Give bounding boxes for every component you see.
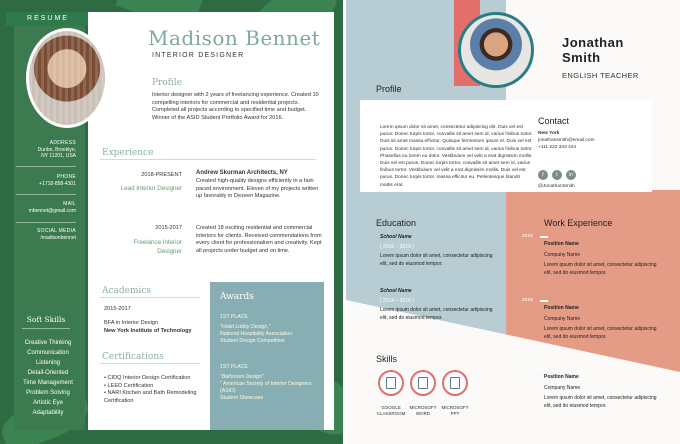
education-item-2 xyxy=(380,288,500,322)
award-title: "Hotel Lobby Design," xyxy=(220,324,271,330)
candidate-role: ENGLISH TEACHER xyxy=(562,71,639,80)
award-competition: Student Showcase xyxy=(220,395,264,401)
skill-label: GOOGLE CLASSROOM xyxy=(376,405,406,416)
academics-dates: 2015-2017 xyxy=(104,306,131,312)
social-value: /madisonbennet xyxy=(40,234,76,241)
award-1 xyxy=(220,314,318,345)
candidate-name: Madison Bennet xyxy=(148,26,321,50)
profile-photo xyxy=(26,28,108,128)
social-label: SOCIAL MEDIA xyxy=(37,228,76,234)
divider xyxy=(540,300,548,302)
certification-text: LEED Certification xyxy=(107,382,154,389)
address-line-1: Dunbo, Brooklyn, xyxy=(37,146,76,153)
divider xyxy=(16,166,76,167)
certification-item: • NARI Kitchen and Bath Remodeling Certification xyxy=(104,390,197,404)
school-desc: Lorem ipsum dolor sit amet, consectetur adipiscing elit, sed do eiusmod tempor. xyxy=(380,307,493,321)
soft-skills-list xyxy=(12,338,84,418)
address-block xyxy=(16,140,76,160)
academics-degree: BFA in Interior Design xyxy=(104,320,159,326)
school-years: ( 2016 – 2019 ) xyxy=(380,243,414,250)
school-name: School Name xyxy=(380,234,412,240)
soft-skill: Detail-Oriented xyxy=(27,370,69,376)
awards-panel xyxy=(210,282,324,430)
work-desc: Lorem ipsum dolor sit amet, consectetur adipiscing elit, sed do eiusmod tempor. xyxy=(544,395,657,409)
position-name: Position Name xyxy=(544,241,579,247)
contact-handle: @JonathanSmith xyxy=(538,184,575,189)
profile-text: Interior designer with 2 years of freelancing experience. Created 10 compelling interiors for commercial and residential projects. Completed all projects according to specified time and budget. Winner of the ASID Student Portfolio Award for 2016. xyxy=(152,92,319,121)
mail-label: MAIL xyxy=(63,201,76,207)
award-2 xyxy=(220,364,318,402)
work-desc: Lorem ipsum dolor sit amet, consectetur adipiscing elit, sed do eiusmod tempor. xyxy=(544,326,657,340)
resume-tag: RESUME xyxy=(6,12,90,26)
linkedin-icon[interactable]: in xyxy=(566,170,576,180)
mail-value: mbennet@gmail.com xyxy=(28,207,76,214)
word-icon xyxy=(410,370,436,396)
soft-skill: Listening xyxy=(35,360,61,366)
candidate-role: INTERIOR DESIGNER xyxy=(152,52,245,59)
profile-photo xyxy=(458,12,534,88)
work-item-2 xyxy=(544,305,664,341)
contact-block xyxy=(538,130,648,151)
soft-skill: Communication xyxy=(27,350,69,356)
exp-2-desc: Created 18 exciting residential and commercial interiors for clients. Received commendations from every client for professionalism and creativity. Kept all projects under budget and on time. xyxy=(196,225,322,254)
profile-text: Lorem ipsum dolor sit amet, consectetur adipiscing elit. Duis vel est purus. Donec turpis tortor, convallis sit amet sem id, varius finibus tortor. Duis sit amet massa efficitur. Quisque fermentum ipsum et. Duis vel est purus. Donec turpis tortor, convallis sit amet sem id, varius finibus tortor. Phasellus eu lorem eu dolor. Vestibulum vel velit a erat dignissim mollis. Duis vel est purus. Donec turpis tortor, convallis sit amet sem id, varius finibus tortor. Vestibulum vel velit a erat dignissim mollis. Duis vel est purus. Donec turpis tortor. massa efficitur eu. Pellentesque blandit mattis erat. xyxy=(380,125,533,188)
mail-block xyxy=(16,201,76,214)
divider xyxy=(16,222,76,223)
contact-title: Contact xyxy=(538,116,570,126)
company-name: Company Name xyxy=(544,315,581,322)
school-name: School Name xyxy=(380,288,412,294)
academics-title: Academics xyxy=(102,286,152,296)
divider xyxy=(100,363,200,364)
award-place: 1ST PLACE xyxy=(220,364,248,370)
award-org: " American Society of Interior Designers (ASID) xyxy=(220,381,312,394)
certification-text: NARI Kitchen and Bath Remodeling Certification xyxy=(104,390,197,404)
powerpoint-icon xyxy=(442,370,468,396)
contact-city: New York xyxy=(538,131,560,136)
google-classroom-icon xyxy=(378,370,404,396)
work-year: 2014 xyxy=(522,366,533,371)
award-place: 1ST PLACE xyxy=(220,314,248,320)
education-item-1 xyxy=(380,234,500,268)
soft-skill: Creative Thinking xyxy=(24,340,72,346)
exp-2-dates: 2015-2017 xyxy=(155,225,182,231)
certification-text: CIDQ Interior Design Certification xyxy=(107,375,191,381)
divider xyxy=(100,297,200,298)
school-desc: Lorem ipsum dolor sit amet, consectetur adipiscing elit, sed do eiusmod tempor. xyxy=(380,253,493,267)
soft-skill: Adaptability xyxy=(32,410,64,416)
profile-title: Profile xyxy=(376,84,402,94)
divider xyxy=(16,194,76,195)
last-name: Smith xyxy=(562,50,601,65)
exp-1-dates: 2018-PRESENT xyxy=(141,172,182,178)
work-year: 2019 xyxy=(522,234,533,239)
contact-phone: +111 222 333 444 xyxy=(538,145,577,150)
phone-label: PHONE xyxy=(56,174,76,180)
awards-title: Awards xyxy=(220,292,254,302)
work-desc: Lorem ipsum dolor sit amet, consectetur adipiscing elit, sed do eiusmod tempor. xyxy=(544,262,657,276)
certification-item: • CIDQ Interior Design Certification xyxy=(104,375,191,381)
social-block xyxy=(16,228,76,241)
first-name: Jonathan xyxy=(562,35,624,50)
candidate-name xyxy=(562,35,624,65)
skill-label: MICROSOFT PPT xyxy=(441,405,469,416)
exp-1-company: Andrew Skurman Architects, NY xyxy=(196,170,288,176)
phone-block xyxy=(16,174,76,187)
phone-value: +1718-858-4301 xyxy=(39,180,76,187)
position-name: Position Name xyxy=(544,305,579,311)
work-item-3 xyxy=(544,374,664,410)
soft-skill: Artistic Eye xyxy=(32,400,63,406)
soft-skills-title: Soft Skills xyxy=(26,315,66,324)
experience-title: Experience xyxy=(102,148,154,158)
company-name: Company Name xyxy=(544,384,581,391)
twitter-icon[interactable]: t xyxy=(552,170,562,180)
skill-label: MICROSOFT WORD xyxy=(409,405,437,416)
facebook-icon[interactable]: f xyxy=(538,170,548,180)
profile-title: Profile xyxy=(152,78,182,88)
award-competition: Student Design Competition xyxy=(220,338,285,344)
divider xyxy=(100,159,316,160)
skills-title: Skills xyxy=(376,354,398,364)
award-title: "Bathroom Design" xyxy=(220,374,264,380)
address-line-2: NY 11201, USA xyxy=(41,153,76,159)
address-label: ADDRESS xyxy=(49,140,76,146)
divider xyxy=(540,368,548,370)
divider xyxy=(540,236,548,238)
work-item-1 xyxy=(544,241,664,277)
soft-skill: Time Management xyxy=(23,380,73,386)
position-name: Position Name xyxy=(544,374,579,380)
divider xyxy=(22,328,70,329)
exp-2-title: Freelance Interior Designer xyxy=(133,239,182,255)
resume-jonathan xyxy=(346,0,680,444)
certifications-title: Certifications xyxy=(102,352,164,362)
exp-1-desc: Created high-quality designs efficiently in a fast-paced environment. Eleven of my projects written up favorably in Dezeen Magazine. xyxy=(196,178,319,200)
academics-school: New York Institute of Technology xyxy=(104,328,192,334)
contact-email: jonathansmith@email.com xyxy=(538,138,595,143)
soft-skill: Problem Solving xyxy=(26,390,70,396)
education-title: Education xyxy=(376,218,417,228)
school-years: ( 2014 – 2016 ) xyxy=(380,297,414,304)
exp-1-title: Lead Interior Designer xyxy=(120,185,182,192)
company-name: Company Name xyxy=(544,251,581,258)
certifications-list xyxy=(104,375,200,405)
work-year: 2018 xyxy=(522,298,533,303)
award-org: National Hospitality Association xyxy=(220,331,293,337)
certification-item: • LEED Certification xyxy=(104,382,154,389)
work-title: Work Experience xyxy=(544,218,613,228)
